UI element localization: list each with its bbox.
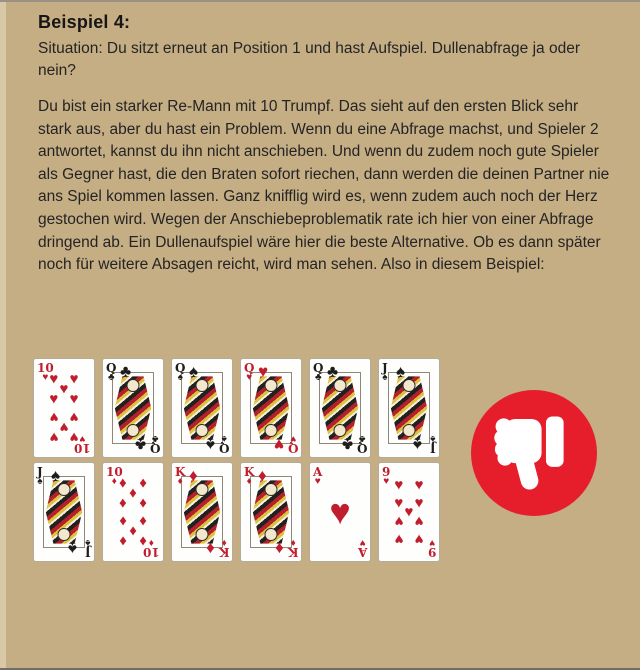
card-corner-index: [244, 466, 254, 487]
card-pip-icon: ♦: [129, 484, 137, 502]
card-suit-icon: ♣: [151, 433, 159, 444]
card-suit-icon: ♥: [428, 537, 435, 548]
card-suit-icon: ♠: [430, 433, 436, 444]
playing-card-Q-clubs: [309, 358, 371, 458]
thumbs-down-icon: [471, 390, 597, 516]
verdict-badge: [471, 390, 597, 516]
card-corner-index: [143, 537, 160, 558]
card-rank: J: [85, 545, 91, 559]
card-suit-icon: ♥: [314, 476, 321, 487]
card-corner-pip-icon: ♠: [205, 435, 215, 454]
card-suit-icon: ♦: [111, 476, 117, 487]
card-corner-index: [150, 433, 160, 454]
card-rank: 10: [37, 361, 54, 375]
card-rank: 10: [143, 545, 160, 559]
court-frame: [112, 372, 154, 444]
playing-card-K-diamonds: [240, 462, 302, 562]
card-rank: Q: [218, 441, 229, 455]
card-corner-index: [244, 362, 254, 383]
card-corner-pip-icon: ♠: [189, 362, 199, 381]
card-suit-icon: ♥: [359, 537, 366, 548]
card-corner-index: [219, 433, 229, 454]
card-rank: J: [382, 361, 388, 375]
card-suit-icon: ♠: [37, 476, 43, 487]
court-figure: [252, 479, 290, 545]
card-corner-pip-icon: ♠: [396, 362, 406, 381]
card-corner-index: [288, 537, 298, 558]
court-figure: [321, 375, 359, 441]
example-heading: Beispiel 4:: [38, 12, 131, 32]
card-pip-icon: ♦: [139, 532, 147, 550]
card-rank: Q: [175, 361, 186, 375]
card-rank: 10: [106, 465, 123, 479]
card-rank: Q: [287, 441, 298, 455]
card-corner-index: [106, 466, 123, 487]
card-pip-icon: ♥: [49, 390, 59, 408]
card-pip-icon: ♥: [49, 370, 59, 388]
court-figure: [183, 479, 221, 545]
card-corner-index: [358, 537, 367, 558]
card-corner-pip-icon: ♣: [341, 435, 353, 454]
card-rank: A: [357, 545, 367, 559]
playing-card-Q-clubs: [102, 358, 164, 458]
card-corner-index: [288, 433, 298, 454]
card-rank: A: [313, 465, 323, 479]
card-pip-icon: ♥: [394, 494, 404, 512]
card-rank: 10: [74, 441, 91, 455]
playing-card-J-spades: [378, 358, 440, 458]
card-corner-pip-icon: ♦: [206, 539, 215, 558]
card-pip-icon: ♥: [414, 512, 424, 530]
card-pip-icon: ♥: [414, 476, 424, 494]
card-rank: K: [244, 465, 255, 479]
card-corner-index: [357, 433, 367, 454]
court-frame: [181, 372, 223, 444]
card-corner-index: [37, 362, 54, 383]
court-frame: [250, 372, 292, 444]
card-rank: K: [175, 465, 186, 479]
card-pip-icon: ♥: [414, 530, 424, 548]
court-frame: [319, 372, 361, 444]
card-suit-icon: ♥: [42, 372, 49, 383]
card-pip-icon: ♦: [119, 532, 127, 550]
card-pip-icon: ♥: [394, 530, 404, 548]
playing-card-Q-hearts: [240, 358, 302, 458]
card-pip-icon: ♥: [49, 408, 59, 426]
card-rank: Q: [356, 441, 367, 455]
card-suit-icon: ♣: [314, 372, 322, 383]
card-pip-icon: ♦: [129, 522, 137, 540]
card-rank: Q: [149, 441, 160, 455]
card-rank: Q: [313, 361, 324, 375]
card-pip-icon: ♥: [329, 491, 351, 532]
card-suit-icon: ♦: [290, 537, 296, 548]
card-corner-index: [106, 362, 116, 383]
card-rank: Q: [106, 361, 117, 375]
card-corner-pip-icon: ♦: [258, 466, 267, 485]
pip-area: [387, 475, 431, 549]
playing-card-A-hearts: [309, 462, 371, 562]
card-corner-pip-icon: ♠: [412, 435, 422, 454]
card-rank: Q: [244, 361, 255, 375]
card-pip-icon: ♥: [49, 428, 59, 446]
court-figure: [183, 375, 221, 441]
card-pip-icon: ♥: [69, 408, 79, 426]
top-edge-line: [0, 0, 640, 2]
card-corner-pip-icon: ♠: [67, 539, 77, 558]
court-figure: [114, 375, 152, 441]
card-pip-icon: ♦: [119, 512, 127, 530]
card-pip-icon: ♦: [139, 494, 147, 512]
card-suit-icon: ♣: [107, 372, 115, 383]
card-suit-icon: ♦: [177, 476, 183, 487]
card-pip-icon: ♥: [414, 494, 424, 512]
card-suit-icon: ♠: [382, 372, 388, 383]
situation-text: Situation: Du sitzt erneut an Position 1 und hast Aufspiel. Dullenabfrage ja oder nein?: [38, 40, 580, 79]
card-suit-icon: ♣: [358, 433, 366, 444]
card-pip-icon: ♥: [404, 503, 414, 521]
card-pip-icon: ♥: [69, 390, 79, 408]
card-suit-icon: ♦: [246, 476, 252, 487]
card-suit-icon: ♥: [383, 476, 390, 487]
card-suit-icon: ♥: [289, 433, 296, 444]
card-hand-row-2: [33, 462, 440, 562]
court-frame: [181, 476, 223, 548]
card-corner-index: [430, 433, 436, 454]
card-pip-icon: ♥: [69, 428, 79, 446]
card-corner-index: [219, 537, 229, 558]
card-rank: 9: [427, 545, 436, 559]
card-corner-index: [382, 362, 388, 383]
card-corner-index: [313, 466, 322, 487]
card-corner-pip-icon: ♣: [327, 362, 339, 381]
card-suit-icon: ♦: [221, 537, 227, 548]
card-rank: J: [37, 465, 43, 479]
card-suit-icon: ♥: [79, 433, 86, 444]
playing-card-K-diamonds: [171, 462, 233, 562]
card-rank: 9: [382, 465, 391, 479]
card-suit-icon: ♠: [85, 537, 91, 548]
court-figure: [45, 479, 83, 545]
card-pip-icon: ♦: [119, 494, 127, 512]
card-corner-pip-icon: ♦: [189, 466, 198, 485]
card-rank: K: [218, 545, 229, 559]
card-corner-index: [37, 466, 43, 487]
analysis-text: Du bist ein starker Re-Mann mit 10 Trumpf. Das sieht auf den ersten Blick sehr stark aus, aber du hast ein Problem. Wenn du eine Abfrage machst, und Spieler 2 antwortet, kannst du ihn nicht anschieben. Und wenn du zudem noch gute Spieler als Gegner hast, die den Braten sofort riechen, dann werden die deinen Partner nie ans Spiel kommen lassen. Ganz knifflig wird es, wenn zudem auch noch der Herz gestochen wird. Wegen der Anschiebeproblematik rate ich hier von einer Abfrage dringend ab. Ein Dullenaufspiel wäre hier die beste Alternative. Ob es dann später noch für weitere Absagen reicht, wird man sehen. Also in diesem Beispiel:: [38, 98, 610, 274]
card-corner-pip-icon: ♣: [134, 435, 146, 454]
card-hand-row-1: [33, 358, 440, 458]
playing-card-J-spades: [33, 462, 95, 562]
court-frame: [43, 476, 85, 548]
court-figure: [390, 375, 428, 441]
court-figure: [252, 375, 290, 441]
card-rank: K: [287, 545, 298, 559]
card-suit-icon: ♠: [177, 372, 183, 383]
pip-area: [318, 475, 362, 549]
playing-card-10-hearts: [33, 358, 95, 458]
card-pip-icon: ♥: [59, 380, 69, 398]
card-corner-pip-icon: ♣: [120, 362, 132, 381]
card-pip-icon: ♥: [59, 418, 69, 436]
card-corner-index: [175, 466, 185, 487]
card-suit-icon: ♥: [246, 372, 253, 383]
card-corner-index: [85, 537, 91, 558]
left-edge-strip: [0, 0, 6, 670]
card-corner-index: [428, 537, 436, 558]
court-frame: [388, 372, 430, 444]
card-suit-icon: ♠: [221, 433, 227, 444]
card-corner-pip-icon: ♠: [51, 466, 61, 485]
card-pip-icon: ♦: [139, 474, 147, 492]
card-corner-index: [382, 466, 390, 487]
playing-card-10-diamonds: [102, 462, 164, 562]
card-pip-icon: ♥: [69, 370, 79, 388]
card-pip-icon: ♥: [394, 476, 404, 494]
court-frame: [250, 476, 292, 548]
card-pip-icon: ♥: [394, 512, 404, 530]
card-corner-index: [175, 362, 185, 383]
playing-card-Q-spades: [171, 358, 233, 458]
playing-card-9-hearts: [378, 462, 440, 562]
card-corner-pip-icon: ♥: [258, 362, 269, 381]
card-pip-icon: ♦: [139, 512, 147, 530]
card-corner-pip-icon: ♥: [273, 435, 284, 454]
card-corner-index: [313, 362, 323, 383]
card-corner-index: [74, 433, 91, 454]
card-suit-icon: ♦: [149, 537, 155, 548]
card-pip-icon: ♦: [119, 474, 127, 492]
card-rank: J: [430, 441, 436, 455]
card-corner-pip-icon: ♦: [275, 539, 284, 558]
